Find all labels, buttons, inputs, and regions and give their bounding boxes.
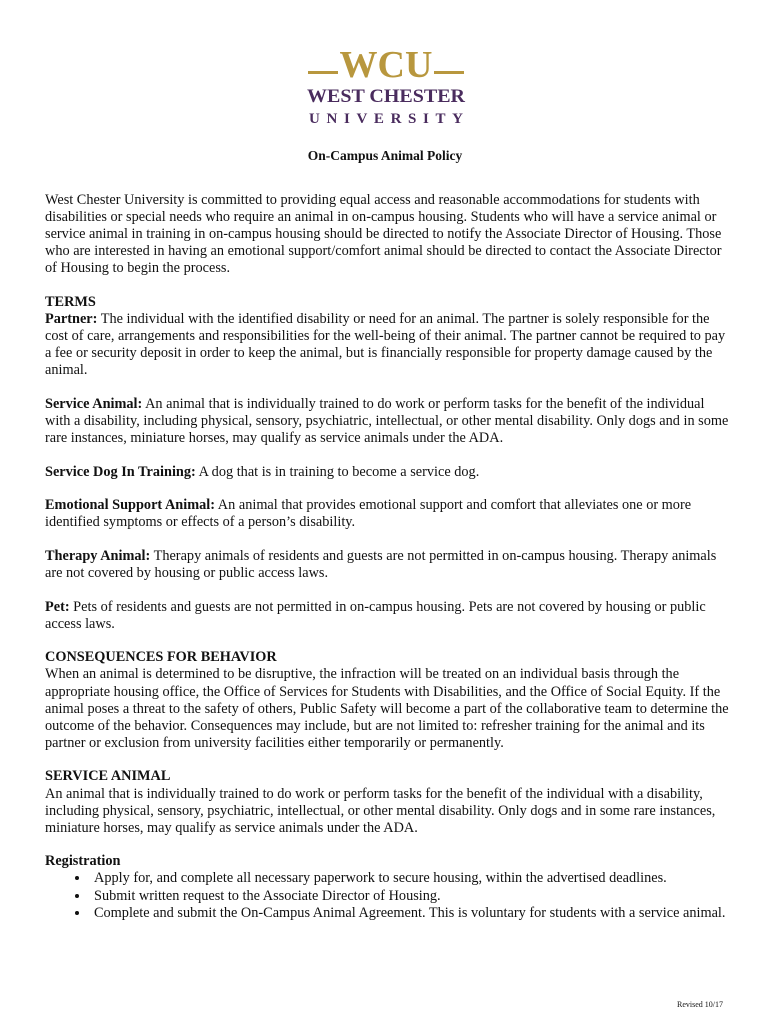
policy-body [45,192,729,922]
term-pet [45,599,729,633]
term-pet-definition: Pets of residents and guests are not permitted in on-campus housing. Pets are not covered by housing or public access laws. [45,598,706,632]
terms-partner [45,294,729,379]
term-service-dog-label: Service Dog In Training: [45,463,196,480]
list-item: • Submit written request to the Associate Director of Housing. [90,888,729,905]
term-esa-definition: An animal that provides emotional support and comfort that alleviates one or more identified symptoms or effects of a person’s disability. [45,497,692,531]
service-animal-text: An animal that is individually trained to do work or perform tasks for the benefit of the individual with a disability, including physical, sensory, psychiatric, intellectual, or other mental disability. Only dogs and in some rare instances, miniature horses, may qualify as service animals under the ADA. [45,785,716,836]
term-service-dog [45,464,729,481]
terms-heading: TERMS [45,293,96,310]
revised-date: Revised 10/17 [677,1000,723,1009]
term-therapy-animal [45,548,729,582]
list-item: • Complete and submit the On-Campus Animal Agreement. This is voluntary for students with a service animal. [90,905,729,922]
consequences-heading: CONSEQUENCES FOR BEHAVIOR [45,649,277,666]
service-animal-section [45,768,729,836]
term-service-animal [45,396,729,447]
registration-list [45,870,729,921]
term-pet-label: Pet: [45,598,70,615]
term-partner-label: Partner: [45,311,98,328]
term-therapy-label: Therapy Animal: [45,548,151,564]
wcu-logo-graphic [304,46,468,128]
service-animal-heading: SERVICE ANIMAL [45,768,171,785]
logo-rule-right [434,71,464,74]
term-partner-definition: The individual with the identified disability or need for an animal. The partner is solely responsible for the cost of care, arrangements and responsibilities for the well-being of their animal. The partner cannot be required to pay a fee or security deposit in order to keep the animal, but is financially responsible for property damage caused by the animal. [45,311,726,379]
logo-line-university: UNIVERSITY [309,111,463,127]
term-service-animal-definition: An animal that is individually trained to do work or perform tasks for the benefit of the individual with a disability, including physical, sensory, psychiatric, intellectual, or other mental disability. Only dogs and in some rare instances, miniature horses, may qualify as service animals under the ADA. [45,395,729,447]
registration-section [45,853,729,921]
wcu-logo [304,46,468,128]
term-service-animal-label: Service Animal: [45,395,143,412]
registration-heading: Registration [45,853,121,870]
logo-mark: WCU [339,46,433,86]
term-emotional-support [45,497,729,531]
term-esa-label: Emotional Support Animal: [45,497,216,514]
term-service-dog-definition: A dog that is in training to become a service dog. [195,463,480,480]
term-therapy-definition: Therapy animals of residents and guests are not permitted in on-campus housing. Therapy animals are not covered by housing or public access laws. [45,548,717,582]
document-title: On-Campus Animal Policy [307,148,463,163]
list-item: • Apply for, and complete all necessary paperwork to secure housing, within the advertised deadlines. [90,870,729,887]
logo-line-west-chester: WEST CHESTER [307,86,466,107]
logo-rule-left [308,71,338,74]
consequences-section [45,649,729,752]
intro-paragraph: West Chester University is committed to providing equal access and reasonable accommodations for students with disabilities or special needs who require an animal in on-campus housing. Students who will have a service animal or service animal in training in on-campus housing should be directed to notify the Associate Director of Housing. Those who are interested in having an emotional support/comfort animal should be directed to contact the Associate Director of Housing to begin the process. [45,192,722,277]
consequences-text: When an animal is determined to be disruptive, the infraction will be treated on an individual basis through the appropriate housing office, the Office of Services for Students with Disabilities, and the Office of Social Equity. If the animal poses a threat to the safety of others, Public Safety will become a part of the collaborative team to determine the outcome of the behavior. Consequences may include, but are not limited to: refresher training for the animal and its partner or exclusion from university facilities either temporarily or permanently. [45,666,729,751]
